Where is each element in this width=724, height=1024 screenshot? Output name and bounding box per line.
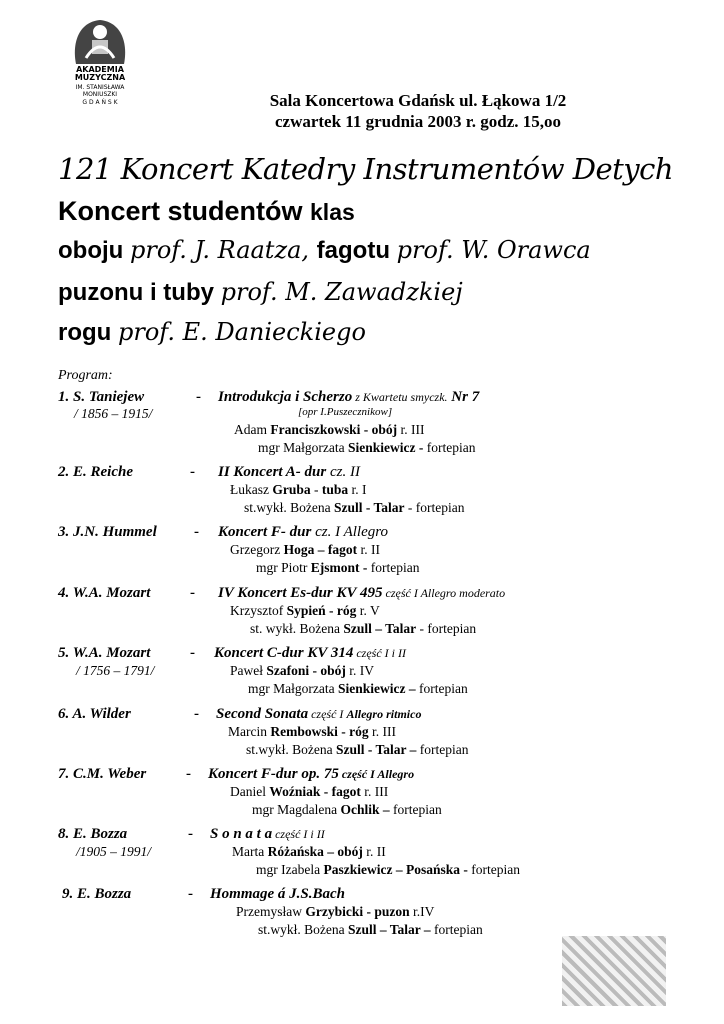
class-oboe-bassoon [58, 236, 591, 265]
item-7-dash: - [186, 766, 191, 782]
logo-line-1: AKADEMIA [76, 65, 124, 74]
item-6-work: Second Sonata część I Allegro ritmico [216, 706, 422, 722]
item-3-dash: - [194, 524, 199, 540]
class-horn [58, 318, 366, 347]
item-5-work: Koncert C-dur KV 314 część I i II [214, 645, 406, 661]
item-8-accompanist: mgr Izabela Paszkiewicz – Posańska - fortepian [256, 862, 520, 877]
prof-orawiec: prof. W. Orawca [396, 236, 591, 264]
item-1-work: Introdukcja i Scherzo z Kwartetu smyczk. Nr 7 [218, 389, 480, 405]
item-9-work: Hommage á J.S.Bach [210, 886, 346, 902]
item-3-performer: Grzegorz Hoga – fagot r. II [230, 542, 380, 557]
item-5-performer: Paweł Szafoni - obój r. IV [230, 663, 375, 678]
item-5-dates: / 1756 – 1791/ [76, 663, 155, 678]
item-1-composer: 1. S. Taniejew [58, 389, 145, 405]
item-7-performer: Daniel Woźniak - fagot r. III [230, 784, 389, 799]
instrument-horn: rogu [58, 319, 118, 346]
item-7-composer: 7. C.M. Weber [58, 766, 147, 782]
item-9-accompanist: st.wykł. Bożena Szull – Talar – fortepian [258, 922, 483, 937]
logo-line-4: MONIUSZKI [82, 91, 118, 98]
prof-zawadzka: prof. M. Zawadzkiej [220, 278, 463, 306]
item-6-accompanist: st.wykł. Bożena Szull - Talar – fortepian [246, 742, 469, 757]
item-7-accompanist: mgr Magdalena Ochlik – fortepian [252, 802, 442, 817]
item-6-performer: Marcin Rembowski - róg r. III [228, 724, 396, 739]
item-3-work: Koncert F- dur cz. I Allegro [218, 524, 389, 540]
item-1-arrangement: [opr I.Puszecznikow] [298, 406, 393, 418]
item-8-composer: 8. E. Bozza [58, 826, 128, 842]
item-3-accompanist: mgr Piotr Ejsmont - fortepian [256, 560, 420, 575]
venue-date: czwartek 11 grudnia 2003 r. godz. 15,oo [274, 112, 561, 131]
venue-address: Sala Koncertowa Gdańsk ul. Łąkowa 1/2 [269, 91, 567, 110]
item-4-accompanist: st. wykł. Bożena Szull – Talar - fortepian [250, 621, 477, 636]
item-2-work: II Koncert A- dur cz. II [218, 464, 360, 480]
item-4-composer: 4. W.A. Mozart [58, 585, 151, 601]
item-5-composer: 5. W.A. Mozart [58, 645, 151, 661]
item-5-accompanist: mgr Małgorzata Sienkiewicz – fortepian [248, 681, 468, 696]
instrument-bassoon: fagotu [316, 237, 397, 264]
concert-subtitle [58, 196, 355, 227]
decorative-image [562, 936, 666, 1006]
item-8-dash: - [188, 826, 193, 842]
item-8-performer: Marta Różańska – obój r. II [232, 844, 386, 859]
instrument-trombone-tuba: puzonu i tuby [58, 279, 221, 306]
item-4-dash: - [190, 585, 195, 601]
item-7-work: Koncert F-dur op. 75 część I Allegro [208, 766, 415, 782]
prof-raatz: prof. J. Raatza, [129, 236, 317, 264]
logo-line-5: G D A Ń S K [82, 99, 118, 106]
item-9-performer: Przemysław Grzybicki - puzon r.IV [236, 904, 435, 919]
item-2-dash: - [190, 464, 195, 480]
prof-daniecki: prof. E. Danieckiego [118, 318, 366, 346]
item-1-accompanist: mgr Małgorzata Sienkiewicz - fortepian [258, 440, 476, 455]
logo-line-2: MUZYCZNA [74, 73, 126, 82]
program-label: Program: [58, 368, 113, 383]
item-9-composer: 9. E. Bozza [62, 886, 132, 902]
item-4-work: IV Koncert Es-dur KV 495 część I Allegro moderato [218, 585, 506, 601]
venue-info [248, 90, 588, 132]
subtitle-classes: klas [310, 199, 355, 225]
item-2-accompanist: st.wykł. Bożena Szull - Talar - fortepian [244, 500, 465, 515]
item-1-dates: / 1856 – 1915/ [74, 406, 153, 421]
instrument-oboe: oboju [58, 237, 130, 264]
logo-line-3: IM. STANISŁAWA [75, 84, 125, 91]
item-6-dash: - [194, 706, 199, 722]
class-trombone-tuba [58, 278, 463, 307]
item-9-dash: - [188, 886, 193, 902]
item-8-work: S o n a t a część I i II [210, 826, 325, 842]
academy-logo [62, 14, 138, 104]
item-2-performer: Łukasz Gruba - tuba r. I [230, 482, 367, 497]
item-3-composer: 3. J.N. Hummel [58, 524, 157, 540]
subtitle-main: Koncert studentów [58, 196, 311, 226]
logo-emblem-icon [62, 14, 138, 66]
item-2-composer: 2. E. Reiche [58, 464, 133, 480]
item-5-dash: - [190, 645, 195, 661]
concert-title: 121 Koncert Katedry Instrumentów Detych [58, 152, 674, 186]
item-1-dash: - [196, 389, 201, 405]
item-8-dates: /1905 – 1991/ [76, 844, 152, 859]
item-1-performer: Adam Franciszkowski - obój r. III [234, 422, 425, 437]
item-4-performer: Krzysztof Sypień - róg r. V [230, 603, 380, 618]
item-6-composer: 6. A. Wilder [58, 706, 131, 722]
